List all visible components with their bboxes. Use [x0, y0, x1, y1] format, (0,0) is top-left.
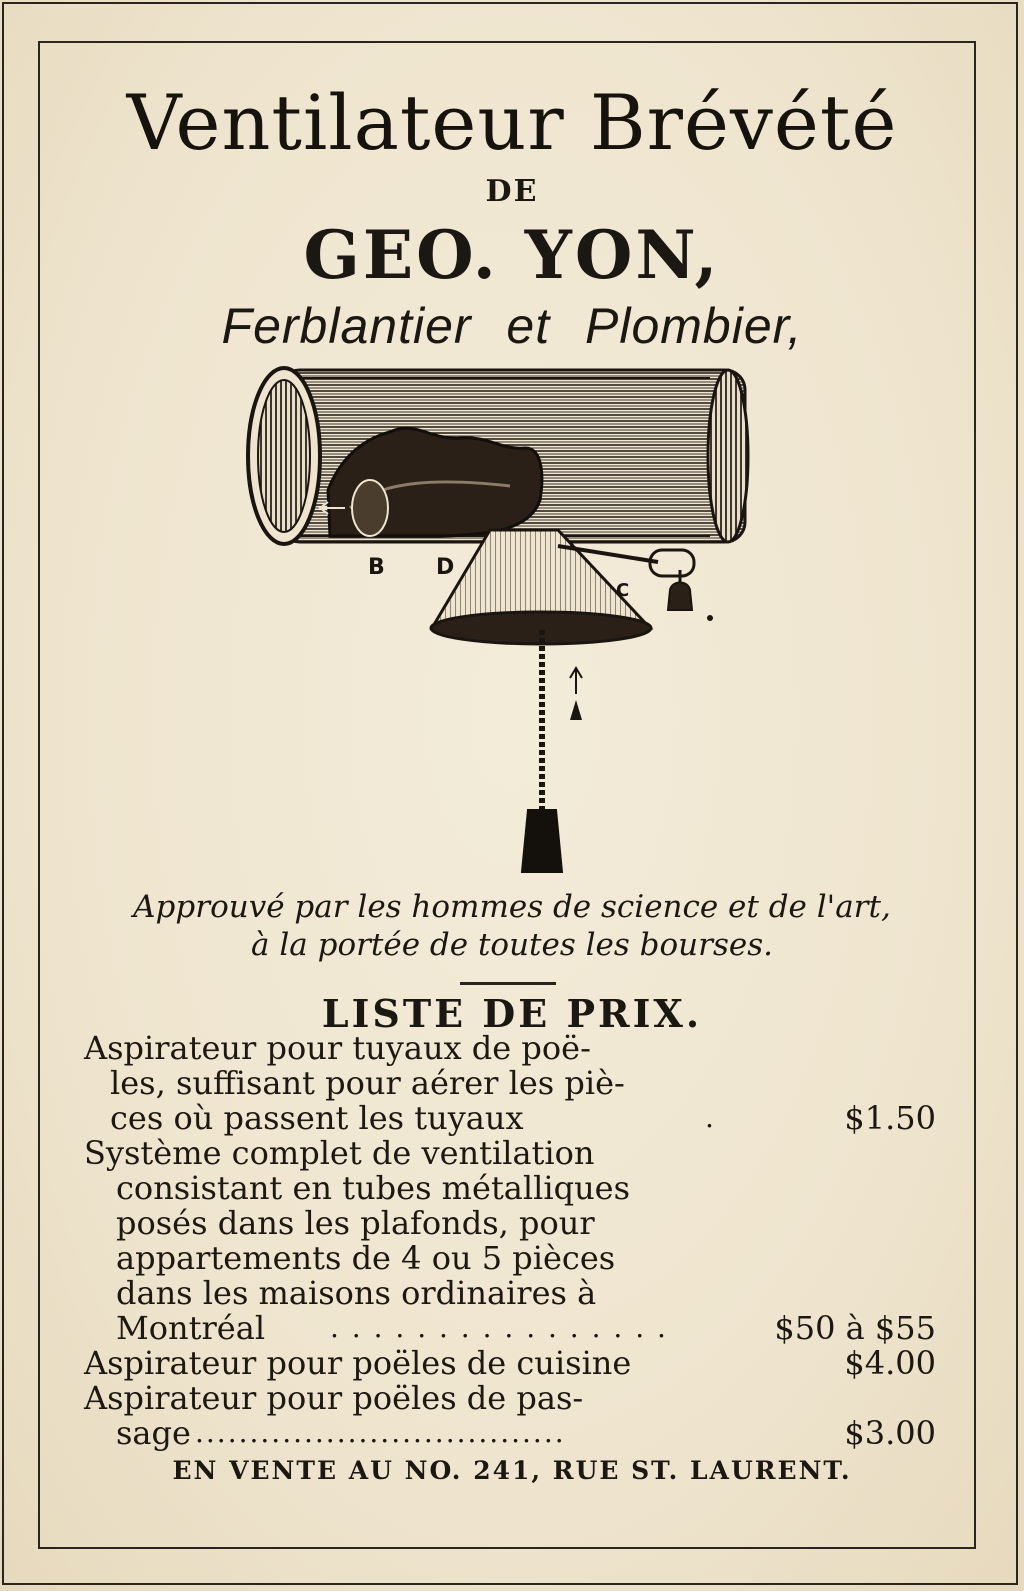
endorsement-line-1: Approuvé par les hommes de science et de l'art,: [133, 889, 891, 925]
section-divider: [460, 982, 556, 985]
item-4-line-2: sage: [116, 1414, 191, 1452]
sale-address: EN VENTE AU NO. 241, RUE ST. LAURENT.: [172, 1456, 852, 1485]
price-list-title: LISTE DE PRIX.: [321, 991, 703, 1036]
label-c: C: [616, 580, 630, 601]
item-3-price: $4.00: [844, 1344, 936, 1382]
item-1-price: $1.50: [844, 1099, 936, 1137]
item-4-price: $3.00: [844, 1414, 936, 1452]
endorsement-line-2: à la portée de toutes les bourses.: [251, 927, 773, 963]
item-2-line-5: dans les maisons ordinaires à: [116, 1274, 597, 1312]
item-2-leader: . . . . . . . . . . . . . . . .: [330, 1311, 668, 1344]
merchant-trade: Ferblantier et Plombier,: [221, 298, 803, 354]
item-2-line-3: posés dans les plafonds, pour: [116, 1204, 595, 1242]
item-2-line-4: appartements de 4 ou 5 pièces: [116, 1239, 616, 1277]
item-1-line-1: Aspirateur pour tuyaux de poë-: [84, 1029, 591, 1067]
item-2-price: $50 à $55: [774, 1309, 936, 1347]
item-2-line-1: Système complet de ventilation: [84, 1134, 595, 1172]
title-connector: DE: [485, 174, 539, 209]
item-2-line-2: consistant en tubes métalliques: [116, 1169, 631, 1207]
item-1-line-2: les, suffisant pour aérer les piè-: [110, 1064, 625, 1102]
label-b: B: [368, 555, 385, 580]
item-1-leader: .: [705, 1101, 716, 1134]
ventilator-illustration: [240, 360, 770, 890]
advertisement-title: Ventilateur Brévété: [126, 78, 898, 167]
item-3-line-1: Aspirateur pour poëles de cuisine: [84, 1344, 632, 1382]
merchant-name: GEO. YON,: [303, 216, 721, 294]
label-d: D: [436, 555, 455, 580]
item-2-line-6: Montréal: [116, 1309, 266, 1347]
item-4-line-1: Aspirateur pour poëles de pas-: [84, 1379, 584, 1417]
ventilator-cone: [431, 530, 713, 644]
pull-cord: [522, 630, 582, 872]
item-4-leader: ..................................: [195, 1416, 566, 1449]
item-1-line-3: ces où passent les tuyaux: [110, 1099, 524, 1137]
